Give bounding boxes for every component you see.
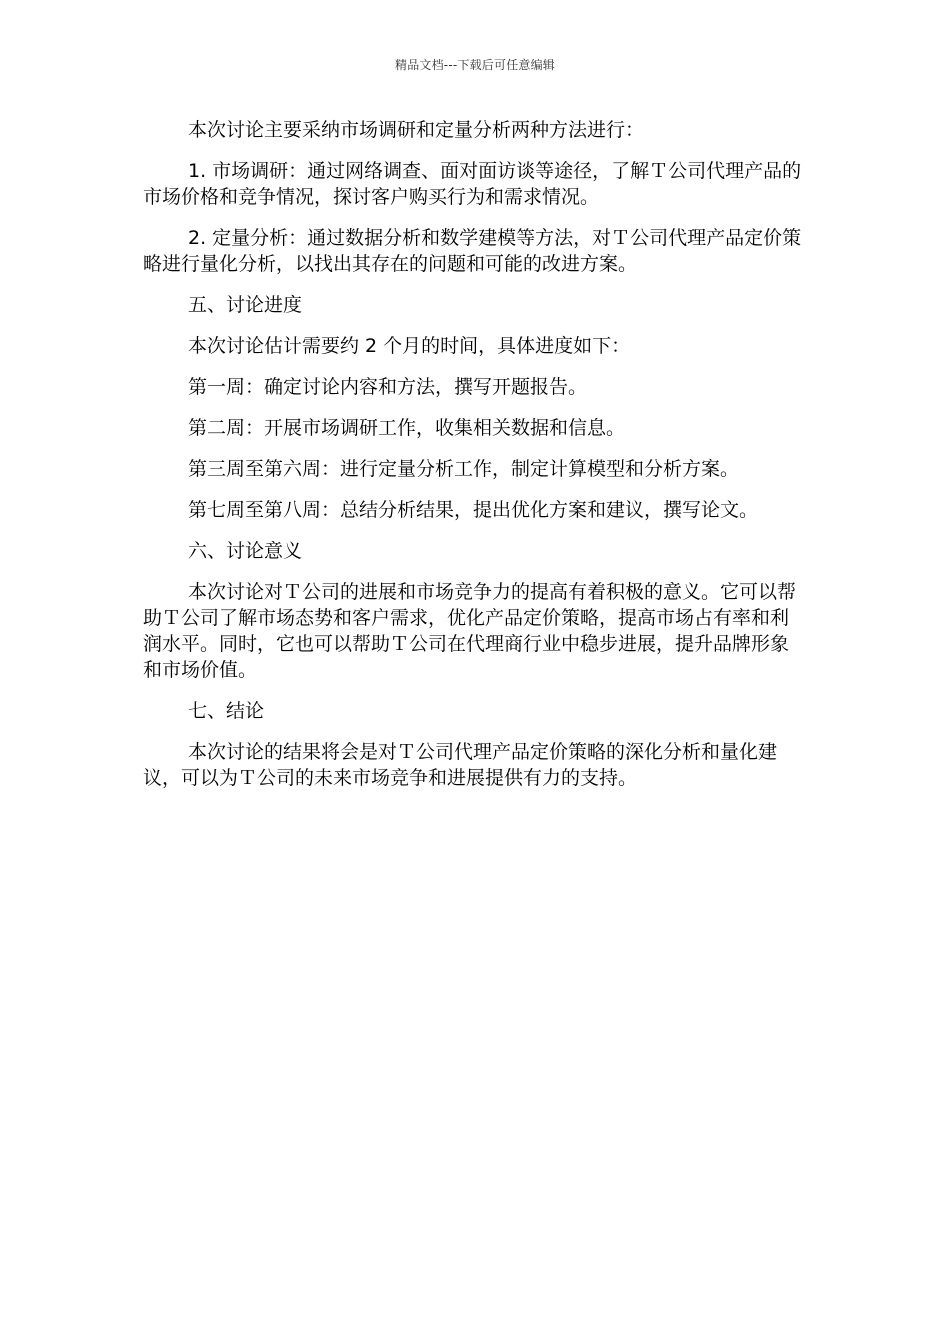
- significance-paragraph: 本次讨论对Ｔ公司的进展和市场竞争力的提高有着积极的意义。它可以帮助Ｔ公司了解市场态势和客户需求，优化产品定价策略，提高市场占有率和利润水平。同时，它也可以帮助Ｔ公司在代理商行业中稳步进展，提升品牌形象和市场价值。: [143, 581, 797, 681]
- section-heading-progress: 五、讨论进度: [188, 294, 303, 316]
- section-heading-conclusion: 七、结论: [188, 700, 265, 722]
- page-header: 精品文档---下载后可任意编辑: [395, 58, 555, 72]
- progress-intro-paragraph: 本次讨论估计需要约 2 个月的时间，具体进度如下：: [188, 335, 631, 357]
- schedule-week-2: 第二周：开展市场调研工作，收集相关数据和信息。: [188, 417, 626, 439]
- quantitative-analysis-paragraph: 2. 定量分析：通过数据分析和数学建模等方法，对Ｔ公司代理产品定价策略进行量化分析，以找出其存在的问题和可能的改进方案。: [143, 227, 802, 275]
- methods-intro-paragraph: 本次讨论主要采纳市场调研和定量分析两种方法进行：: [188, 119, 645, 141]
- schedule-week-7-8: 第七周至第八周：总结分析结果，提出优化方案和建议，撰写论文。: [188, 499, 759, 521]
- market-research-paragraph: 1. 市场调研：通过网络调查、面对面访谈等途径，了解Ｔ公司代理产品的市场价格和竞争情况，探讨客户购买行为和需求情况。: [143, 160, 802, 208]
- conclusion-paragraph: 本次讨论的结果将会是对Ｔ公司代理产品定价策略的深化分析和量化建议，可以为Ｔ公司的未来市场竞争和进展提供有力的支持。: [143, 741, 778, 789]
- document-body: [143, 117, 803, 806]
- schedule-week-1: 第一周：确定讨论内容和方法，撰写开题报告。: [188, 376, 588, 398]
- schedule-week-3-6: 第三周至第六周：进行定量分析工作，制定计算模型和分析方案。: [188, 458, 740, 480]
- section-heading-significance: 六、讨论意义: [188, 540, 303, 562]
